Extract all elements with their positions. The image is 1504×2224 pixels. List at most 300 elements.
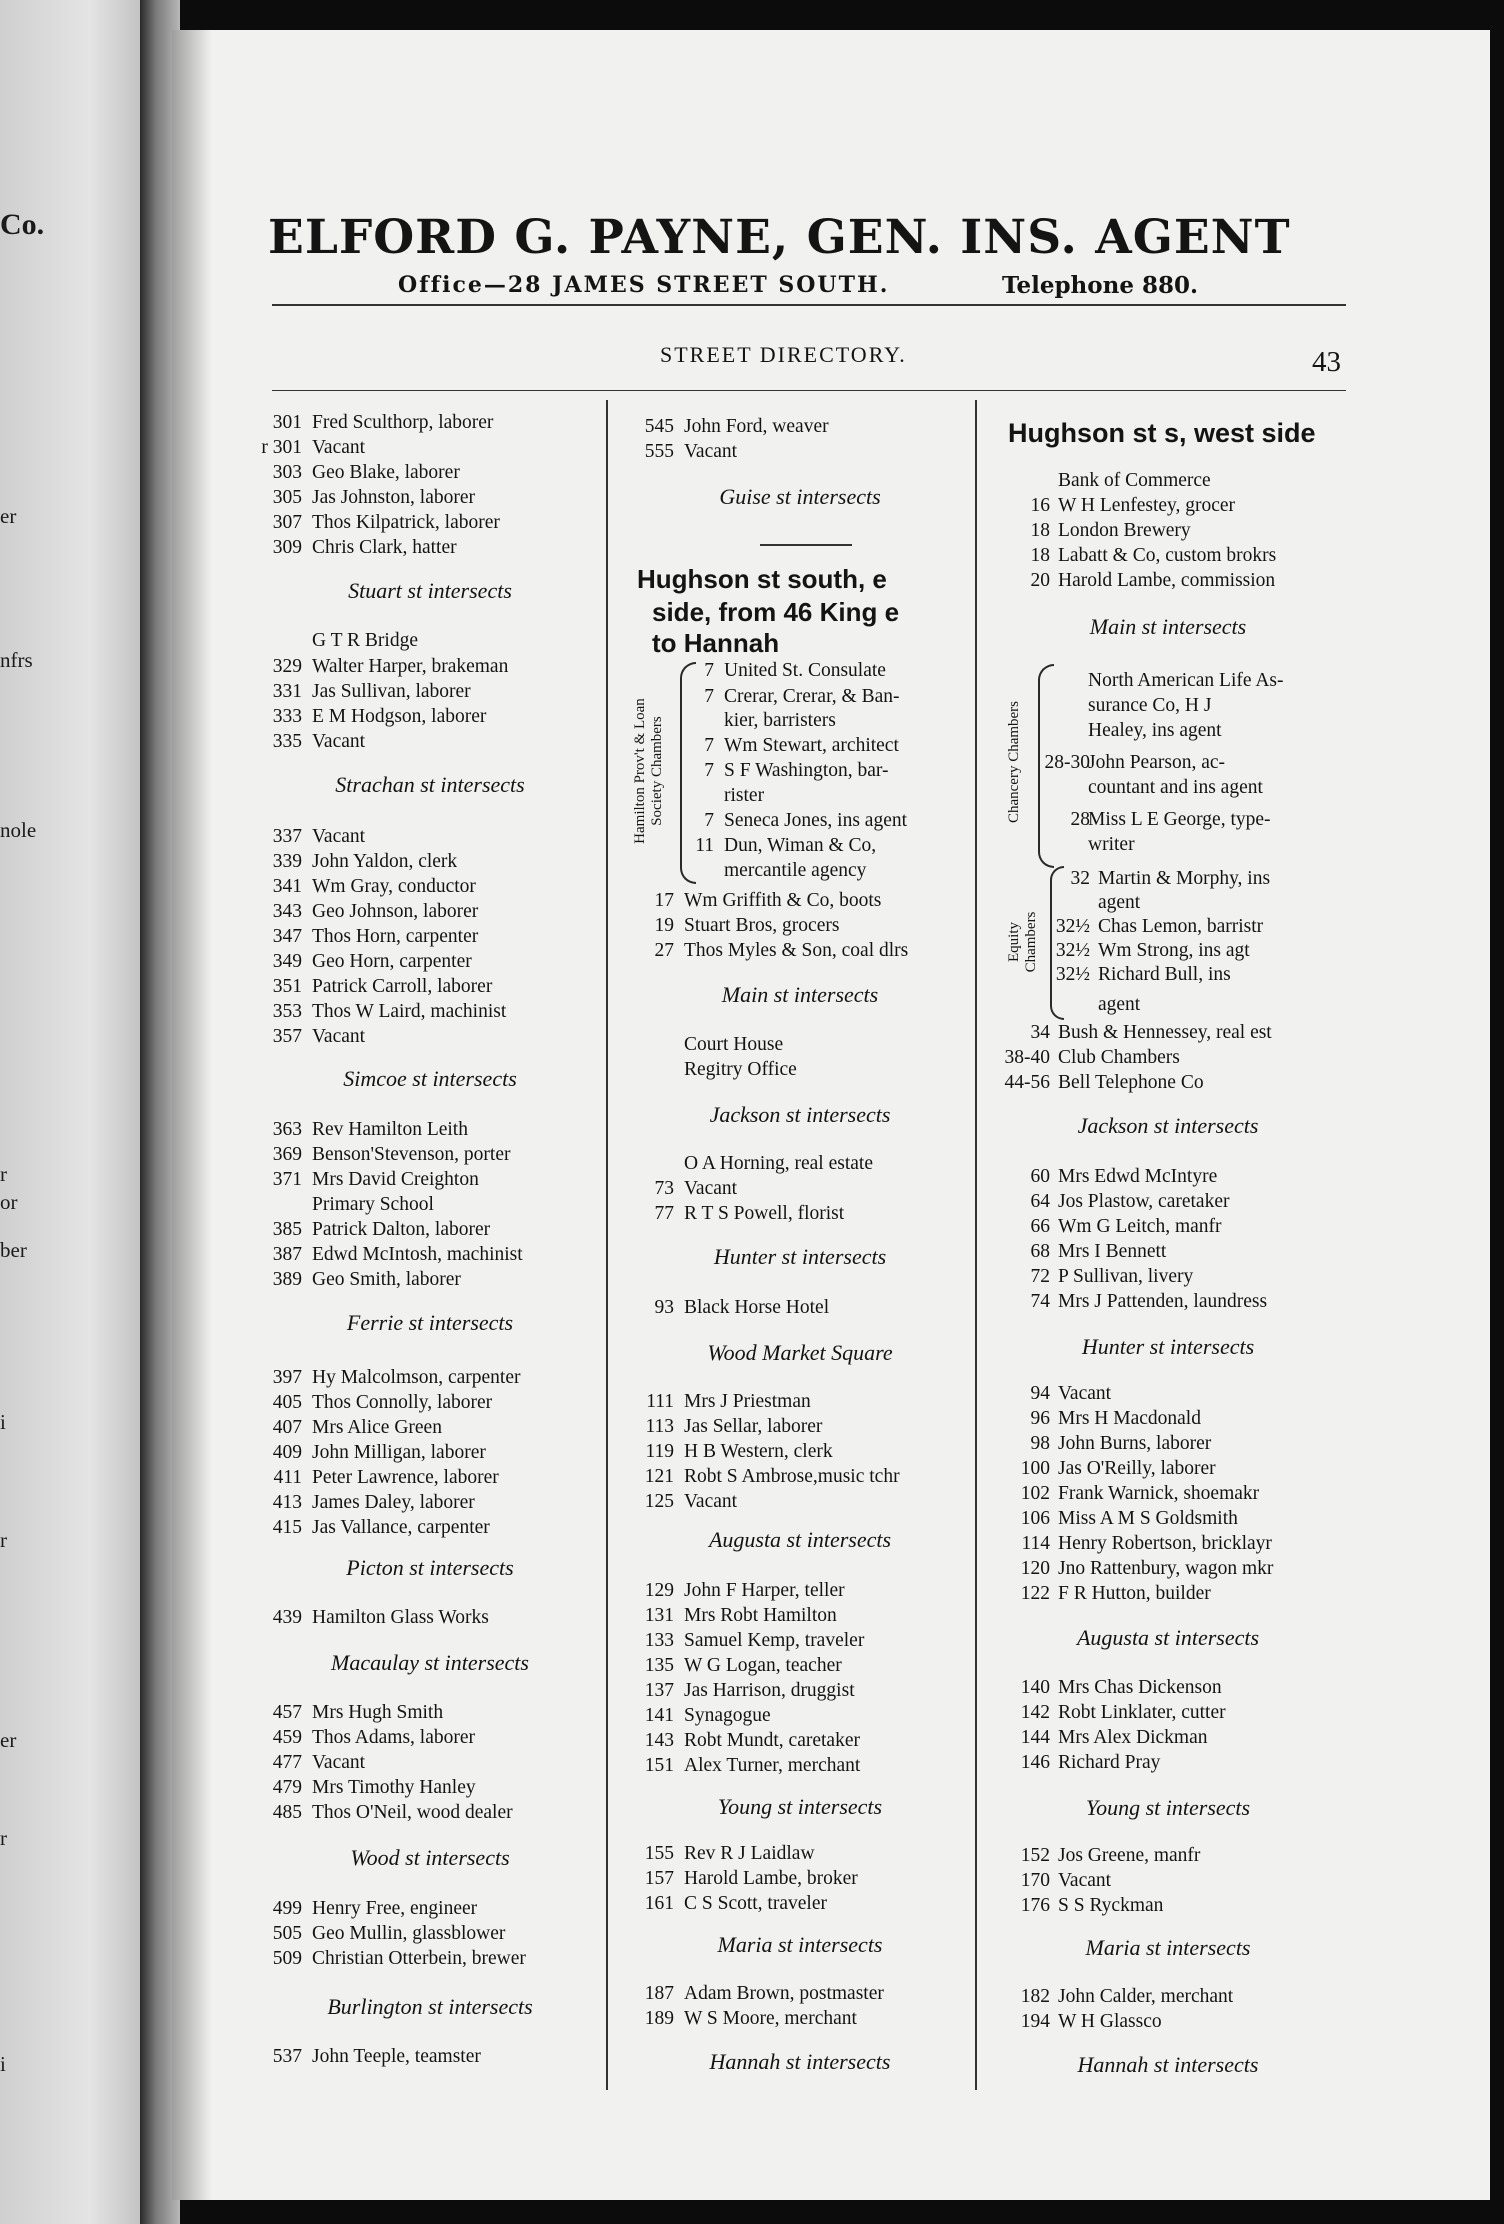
entry-number: 459 [272,1727,302,1748]
entry-name: Mrs J Priestman [684,1391,811,1412]
entry-name: Vacant [684,441,738,462]
directory-entry [238,537,457,559]
directory-entry [1000,545,1276,567]
directory-entry [626,1655,842,1677]
entry-number: 143 [644,1730,674,1751]
entry-number: 144 [1020,1727,1050,1748]
entry-number: 157 [644,1868,674,1889]
entry-name: John Milligan, laborer [312,1442,486,1463]
directory-entry [238,1269,461,1291]
entry-name: Mrs Timothy Hanley [312,1777,476,1798]
directory-entry [1000,1845,1200,1867]
entry-number: 131 [644,1605,674,1626]
entry-number: 122 [1020,1583,1050,1604]
entry-name: Frank Warnick, shoemakr [1058,1483,1260,1504]
entry-name: Wm G Leitch, manfr [1058,1216,1222,1237]
entry-number: 32½ [1055,916,1090,937]
entry-number: 7 [704,735,714,756]
intersection-heading: Guise st intersects [719,484,881,509]
directory-entry [238,1467,499,1489]
entry-name: Stuart Bros, grocers [684,915,840,936]
entry-number: 161 [644,1893,674,1914]
entry-number: 7 [704,810,714,831]
entry-number: 93 [654,1297,674,1318]
entry-number: 28 [1070,809,1090,830]
directory-entry [626,1391,811,1413]
entry-number: 106 [1020,1508,1050,1529]
advertiser-title: ELFORD G. PAYNE, GEN. INS. AGENT [268,210,1291,265]
entry-number: 499 [272,1898,302,1919]
entry-number: 477 [272,1752,302,1773]
entry-number: 7 [704,686,714,707]
entry-number: 114 [1021,1533,1050,1554]
hamilton-chambers-label [632,656,666,886]
directory-entry [1000,1986,1233,2008]
entry-number: 182 [1020,1986,1050,2007]
entry-name: countant and ins agent [1088,777,1263,798]
page-edge-shadow [172,30,212,2200]
entry-name: United St. Consulate [724,660,886,681]
directory-entry [690,735,899,757]
entry-name: Jas Vallance, carpenter [312,1517,490,1538]
entry-number: 137 [644,1680,674,1701]
directory-entry [626,1893,827,1915]
entry-number: 74 [1030,1291,1050,1312]
entry-number: 397 [272,1367,302,1388]
margin-fragment: nole [0,818,37,842]
entry-number: 64 [1030,1191,1050,1212]
directory-entry [238,412,493,434]
street-title-line-3: to Hannah [652,628,780,658]
entry-name: Chris Clark, hatter [312,537,457,558]
entry-name: Wm Griffith & Co, boots [684,890,882,911]
margin-fragment: r [0,1162,7,1186]
directory-entry [238,1442,486,1464]
entry-name: Wm Gray, conductor [312,876,476,897]
entry-number: 133 [644,1630,674,1651]
entry-number: 545 [644,416,674,437]
directory-entry [238,1777,476,1799]
entry-name: Miss L E George, type- [1088,809,1271,830]
entry-name: John Burns, laborer [1058,1433,1212,1454]
entry-name: Vacant [312,437,366,458]
entry-name: kier, barristers [724,710,836,731]
entry-name: G T R Bridge [312,630,418,651]
entry-name: Peter Lawrence, laborer [312,1467,499,1488]
entry-number: 7 [704,660,714,681]
directory-entry [238,951,472,973]
entry-name: Rev Hamilton Leith [312,1119,468,1140]
entry-number: 335 [272,731,302,752]
directory-entry [1000,1191,1229,1213]
entry-name: Henry Robertson, bricklayr [1058,1533,1272,1554]
directory-entry [690,660,886,682]
intersection-heading: Augusta st intersects [708,1527,892,1552]
entry-name: O A Horning, real estate [684,1153,873,1174]
entry-number: 371 [272,1169,302,1190]
entry-name: Wm Strong, ins agt [1098,940,1250,961]
directory-entry [626,1868,858,1890]
margin-fragment: nfrs [0,648,33,672]
directory-entry [626,890,881,912]
bracket-label-line-1: Hamilton Prov't & Loan [632,698,648,844]
directory-entry [238,1607,489,1629]
entry-number: 301 [272,412,302,433]
entry-name: Robt S Ambrose,music tchr [684,1466,900,1487]
equity-label-line-1: Equity [1006,922,1022,962]
directory-entry [238,681,471,703]
directory-entry [1000,1216,1222,1238]
entry-number: 18 [1030,520,1050,541]
margin-fragment: ber [0,1238,27,1262]
entry-name: John Calder, merchant [1058,1986,1234,2007]
directory-entry [626,1755,860,1777]
entry-name: Jas Sullivan, laborer [312,681,471,702]
entry-number: 333 [272,706,302,727]
entry-number: 140 [1020,1677,1050,1698]
directory-entry [1000,1677,1222,1699]
entry-name: Vacant [312,826,366,847]
entry-name: W G Logan, teacher [684,1655,842,1676]
entry-name: Geo Smith, laborer [312,1269,461,1290]
entry-number: 7 [704,760,714,781]
directory-entry [1000,1433,1211,1455]
entry-name: Mrs Chas Dickenson [1058,1677,1222,1698]
entry-number: 347 [272,926,302,947]
directory-entry [1050,994,1140,1016]
entry-number: 415 [272,1517,302,1538]
entry-number: 34 [1030,1022,1050,1043]
entry-name: Thos Adams, laborer [312,1727,476,1748]
entry-number: 120 [1020,1558,1050,1579]
directory-entry [238,901,478,923]
entry-number: 363 [272,1119,302,1140]
directory-entry [1050,940,1250,962]
entry-name: North American Life As- [1088,670,1284,691]
entry-number: 60 [1030,1166,1050,1187]
entry-name: Jas Johnston, laborer [312,487,476,508]
directory-entry [1000,1558,1273,1580]
entry-name: Hamilton Glass Works [312,1607,489,1628]
directory-entry [238,1392,492,1414]
entry-name: Geo Blake, laborer [312,462,460,483]
entry-name: Mrs Hugh Smith [312,1702,444,1723]
entry-name: Jas Sellar, laborer [684,1416,823,1437]
directory-entry [238,1219,490,1241]
directory-entry [690,710,836,732]
directory-entry [626,1416,822,1438]
directory-entry [626,1705,771,1727]
entry-number: 44-56 [1004,1072,1050,1093]
street-title-line-1: Hughson st south, e [637,564,887,594]
column-divider-2 [975,400,977,2090]
entry-name: agent [1098,994,1141,1015]
entry-name: Edwd McIntosh, machinist [312,1244,523,1265]
margin-fragment: or [0,1190,18,1214]
directory-entry [238,1802,513,1824]
entry-number: 94 [1030,1383,1050,1404]
directory-entry [238,1119,468,1141]
directory-entry [626,441,737,463]
entry-name: Primary School [312,1194,434,1215]
directory-entry [238,731,365,753]
directory-entry [1050,964,1231,986]
directory-entry [1000,1870,1111,1892]
intersection-heading: Hunter st intersects [713,1244,887,1269]
entry-name: Fred Sculthorp, laborer [312,412,494,433]
entry-name: Vacant [312,1026,366,1047]
directory-entry [690,785,764,807]
running-head: STREET DIRECTORY. [660,342,907,367]
directory-entry [238,2046,481,2068]
entry-number: 121 [644,1466,674,1487]
column-divider-1 [606,400,608,2090]
entry-name: Mrs Alex Dickman [1058,1727,1208,1748]
entry-name: Jas Harrison, druggist [684,1680,855,1701]
directory-entry [1000,1047,1180,1069]
entry-number: 457 [272,1702,302,1723]
intersection-heading: Hannah st intersects [1077,2052,1259,2077]
entry-name: Patrick Dalton, laborer [312,1219,491,1240]
directory-entry [1000,470,1211,492]
entry-number: 151 [644,1755,674,1776]
directory-entry [238,1517,490,1539]
entry-name: Mrs Robt Hamilton [684,1605,837,1626]
entry-name: Vacant [312,1752,366,1773]
entry-name: Geo Johnson, laborer [312,901,479,922]
directory-entry [1000,1702,1226,1724]
directory-entry [238,512,500,534]
margin-fragment: i [0,2052,6,2076]
entry-name: Vacant [684,1491,738,1512]
directory-entry [1000,1583,1211,1605]
entry-number: 349 [272,951,302,972]
directory-entry [1000,1022,1272,1044]
entry-name: Harold Lambe, broker [684,1868,858,1889]
entry-name: Thos Kilpatrick, laborer [312,512,500,533]
entry-number: 17 [654,890,674,911]
directory-entry [238,926,478,948]
directory-entry [238,656,508,678]
entry-number: 16 [1030,495,1050,516]
entry-name: Robt Linklater, cutter [1058,1702,1226,1723]
directory-entry [1000,1291,1267,1313]
directory-entry [238,1752,365,1774]
entry-number: 72 [1030,1266,1050,1287]
directory-entry [690,810,907,832]
entry-number: 537 [272,2046,302,2067]
directory-entry [238,1923,505,1945]
directory-entry [1000,2011,1162,2033]
entry-name: Mrs J Pattenden, laundress [1058,1291,1268,1312]
entry-number: 113 [645,1416,674,1437]
directory-entry [238,462,460,484]
directory-entry [1000,1895,1163,1917]
directory-entry [238,630,418,652]
entry-name: Mrs I Bennett [1058,1241,1167,1262]
directory-entry [238,1169,479,1191]
entry-number: 20 [1030,570,1050,591]
directory-entry [1050,868,1270,890]
entry-name: Mrs Edwd McIntyre [1058,1166,1218,1187]
directory-entry [1050,916,1263,938]
directory-entry [238,976,492,998]
entry-number: 439 [272,1607,302,1628]
entry-number: 176 [1020,1895,1050,1916]
entry-number: 305 [272,487,302,508]
directory-entry [1000,1533,1272,1555]
entry-name: F R Hutton, builder [1058,1583,1211,1604]
entry-name: Thos Horn, carpenter [312,926,479,947]
entry-number: r 301 [261,437,302,458]
entry-number: 509 [272,1948,302,1969]
entry-name: Alex Turner, merchant [684,1755,861,1776]
directory-entry [626,1843,815,1865]
entry-name: John Teeple, teamster [312,2046,481,2067]
entry-name: Bell Telephone Co [1058,1072,1204,1093]
directory-entry [626,1178,737,1200]
entry-name: Mrs David Creighton [312,1169,479,1190]
entry-name: Patrick Carroll, laborer [312,976,493,997]
entry-number: 38-40 [1004,1047,1050,1068]
street-title-line-2: side, from 46 King e [652,597,900,627]
intersection-heading: Ferrie st intersects [346,1310,514,1335]
entry-number: 141 [644,1705,674,1726]
entry-number: 68 [1030,1241,1050,1262]
margin-fragment: er [0,504,17,528]
directory-entry [1030,834,1135,856]
entry-name: S F Washington, bar- [724,760,889,781]
entry-number: 111 [646,1391,674,1412]
entry-number: 329 [272,656,302,677]
chancery-chambers-label [1006,662,1023,862]
entry-number: 411 [273,1467,302,1488]
entry-name: Henry Free, engineer [312,1898,478,1919]
directory-entry [690,760,889,782]
entry-name: Dun, Wiman & Co, [724,835,877,856]
entry-name: James Daley, laborer [312,1492,475,1513]
entry-name: John Yaldon, clerk [312,851,458,872]
directory-entry [626,1441,833,1463]
entry-name: Richard Pray [1058,1752,1161,1773]
entry-name: H B Western, clerk [684,1441,833,1462]
entry-name: John Ford, weaver [684,416,829,437]
entry-number: 353 [272,1001,302,1022]
entry-name: Adam Brown, postmaster [684,1983,884,2004]
directory-entry [1000,1458,1216,1480]
entry-number: 339 [272,851,302,872]
entry-number: 187 [644,1983,674,2004]
entry-number: 387 [272,1244,302,1265]
intersection-heading: Picton st intersects [346,1555,514,1580]
entry-number: 389 [272,1269,302,1290]
directory-entry [238,851,457,873]
entry-name: Jas O'Reilly, laborer [1058,1458,1216,1479]
entry-name: Mrs H Macdonald [1058,1408,1201,1429]
header-rule [272,304,1346,306]
directory-entry [1000,1241,1166,1263]
entry-name: Chas Lemon, barristr [1098,916,1264,937]
directory-entry [238,1194,434,1216]
directory-entry [626,1983,884,2005]
entry-number: 32½ [1055,964,1090,985]
directory-entry [626,1059,797,1081]
entry-number: 405 [272,1392,302,1413]
intersection-heading: Wood Market Square [707,1340,893,1365]
directory-entry [1030,695,1211,717]
entry-number: 189 [644,2008,674,2029]
entry-name: Bank of Commerce [1058,470,1211,491]
entry-name: Wm Stewart, architect [724,735,899,756]
entry-name: Martin & Morphy, ins [1098,868,1271,889]
entry-name: agent [1098,892,1141,913]
directory-entry [238,1417,442,1439]
entry-name: Jno Rattenbury, wagon mkr [1058,1558,1274,1579]
directory-entry [626,1034,783,1056]
entry-name: Thos Connolly, laborer [312,1392,493,1413]
intersection-heading: Macaulay st intersects [331,1650,529,1675]
directory-entry [1000,1072,1204,1094]
entry-number: 28-30 [1044,752,1090,773]
directory-entry [1030,720,1222,742]
directory-entry [238,876,476,898]
directory-entry [238,1702,443,1724]
entry-name: Geo Horn, carpenter [312,951,472,972]
entry-name: Robt Mundt, caretaker [684,1730,860,1751]
directory-entry [626,1153,873,1175]
chancery-label-text: Chancery Chambers [1006,700,1022,824]
directory-entry [1000,570,1275,592]
entry-name: Black Horse Hotel [684,1297,830,1318]
directory-entry [238,1001,506,1023]
intersection-heading: Maria st intersects [1085,1935,1251,1960]
directory-entry [1030,752,1225,774]
equity-label-line-2: Chambers [1023,911,1039,973]
advertiser-telephone: Telephone 880. [1002,272,1199,299]
margin-fragment: i [0,1410,6,1434]
directory-entry [626,1680,855,1702]
intersection-heading: Maria st intersects [717,1932,883,1957]
entry-name: Thos O'Neil, wood dealer [312,1802,513,1823]
previous-page-edge [0,0,150,2224]
directory-entry [626,940,908,962]
entry-number: 98 [1030,1433,1050,1454]
entry-name: Rev R J Laidlaw [684,1843,815,1864]
entry-name: Samuel Kemp, traveler [684,1630,865,1651]
intersection-heading: Burlington st intersects [327,1994,533,2019]
entry-name: W H Glassco [1058,2011,1162,2032]
entry-name: Miss A M S Goldsmith [1058,1508,1238,1529]
advertiser-office: Office—28 JAMES STREET SOUTH. [398,272,890,298]
entry-name: John Pearson, ac- [1088,752,1226,773]
directory-entry [626,416,829,438]
entry-number: 102 [1020,1483,1050,1504]
directory-entry [1000,1166,1217,1188]
intersection-heading: Simcoe st intersects [343,1066,517,1091]
entry-number: 343 [272,901,302,922]
directory-entry [1030,809,1271,831]
entry-name: surance Co, H J [1088,695,1212,716]
directory-entry [1000,495,1235,517]
entry-number: 152 [1020,1845,1050,1866]
directory-entry [238,1898,477,1920]
street-title: Hughson st s, west side [1008,418,1316,448]
entry-number: 409 [272,1442,302,1463]
entry-number: 146 [1020,1752,1050,1773]
entry-name: London Brewery [1058,520,1191,541]
directory-entry [626,1630,864,1652]
directory-entry [626,1466,900,1488]
